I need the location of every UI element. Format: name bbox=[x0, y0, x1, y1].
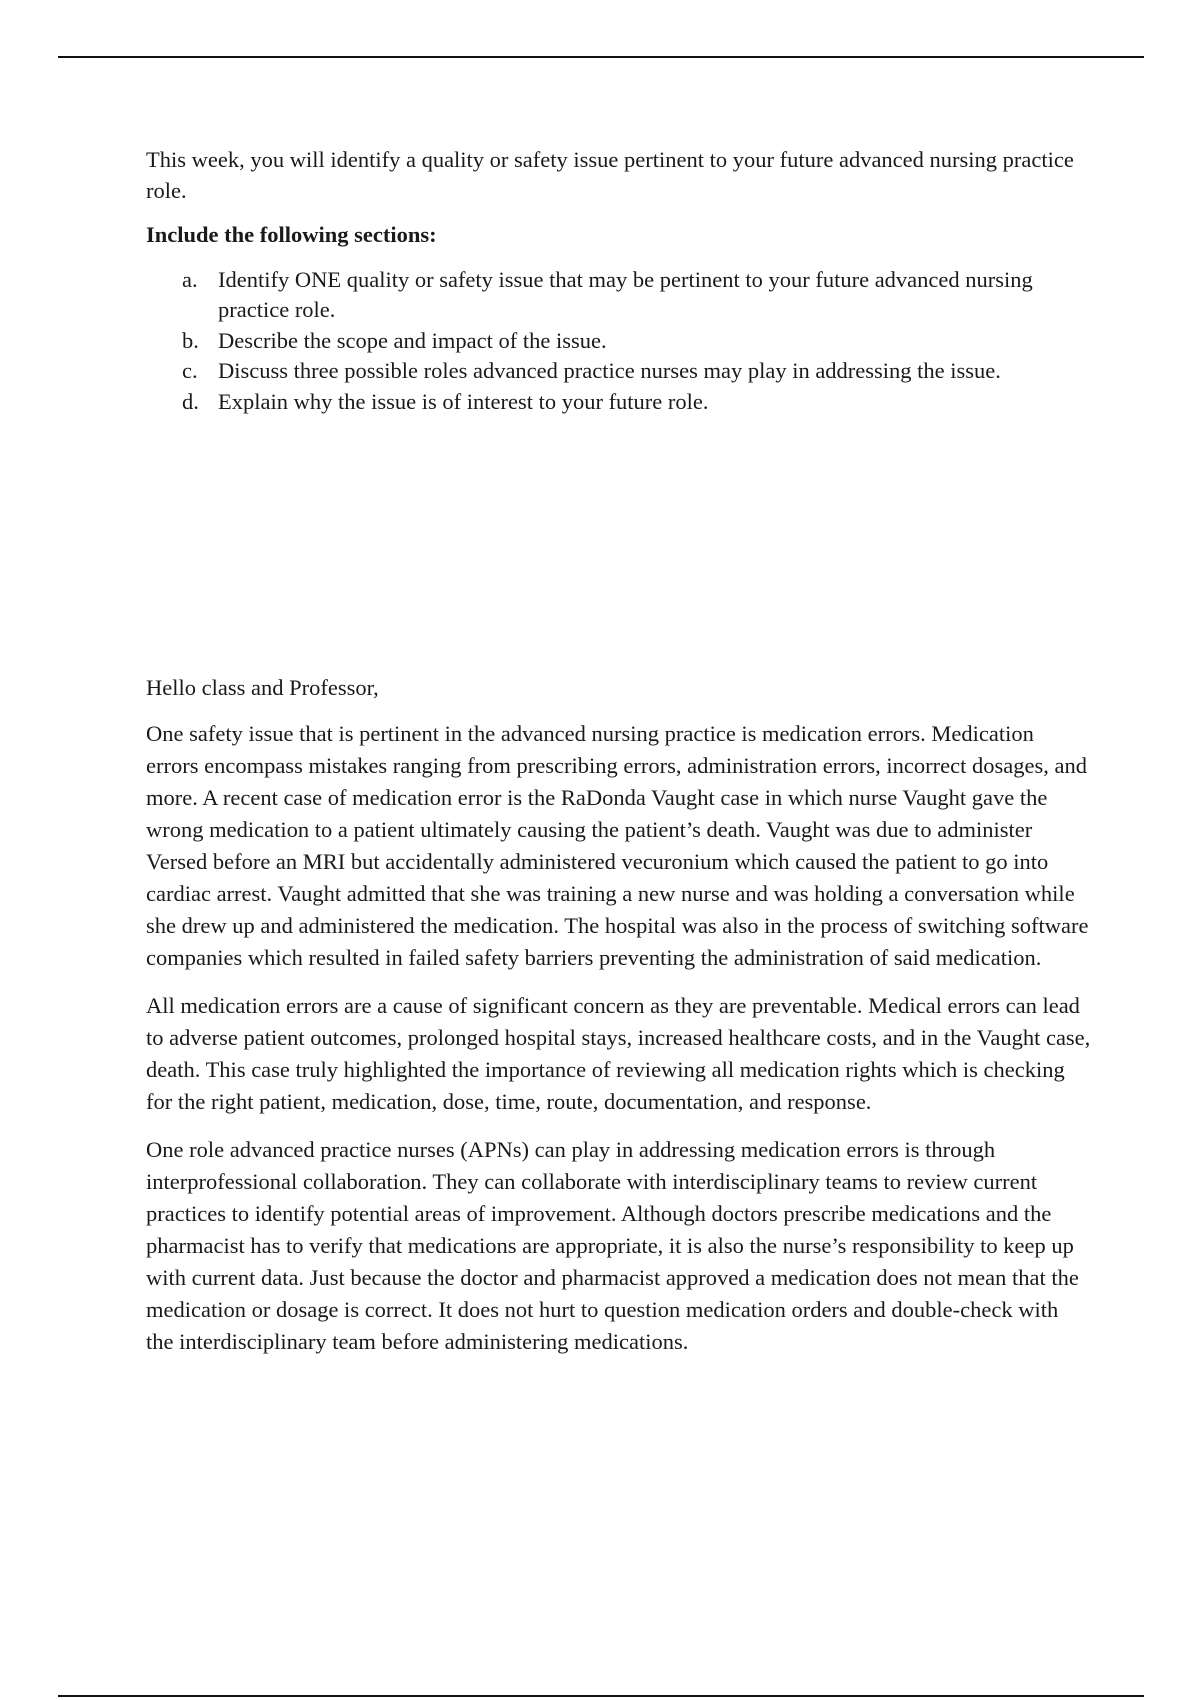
discussion-response bbox=[146, 672, 1091, 1374]
list-item bbox=[182, 265, 1091, 326]
list-item-text: Discuss three possible roles advanced practice nurses may play in addressing the issue. bbox=[218, 358, 1001, 383]
list-item bbox=[182, 356, 1091, 387]
section-list bbox=[146, 265, 1091, 418]
list-marker: b. bbox=[182, 327, 199, 353]
prompt-heading: Include the following sections: bbox=[146, 222, 437, 247]
list-item-text: Explain why the issue is of interest to your future role. bbox=[218, 388, 709, 414]
response-paragraph: All medication errors are a cause of significant concern as they are preventable. Medical errors can lead to adverse patient outcomes, prolonged hospital stays, increased healthcare costs, and in the Vaught case, death. This case truly highlighted the importance of reviewing all medication rights which is checking for the right patient, medication, dose, time, route, documentation, and response. bbox=[146, 993, 1091, 1114]
list-item-text: Identify ONE quality or safety issue that may be pertinent to your future advanced nursing practice role. bbox=[218, 266, 1033, 322]
header-rule bbox=[58, 56, 1144, 58]
list-item bbox=[182, 326, 1091, 357]
list-item-text: Describe the scope and impact of the issue. bbox=[218, 327, 607, 353]
list-marker: a. bbox=[182, 266, 198, 292]
prompt-intro: This week, you will identify a quality or safety issue pertinent to your future advanced nursing practice role. bbox=[146, 147, 1074, 203]
response-greeting: Hello class and Professor, bbox=[146, 675, 379, 700]
list-item bbox=[182, 387, 1091, 418]
response-paragraph: One safety issue that is pertinent in the advanced nursing practice is medication errors. Medication errors encompass mistakes ranging from prescribing errors, administration errors, incorrect dosages, and more. A recent case of medication error is the RaDonda Vaught case in which nurse Vaught gave the wrong medication to a patient ultimately causing the patient’s death. Vaught was due to administer Versed before an MRI but accidentally administered vecuronium which caused the patient to go into cardiac arrest. Vaught admitted that she was training a new nurse and was holding a conversation while she drew up and administered the medication. The hospital was also in the process of switching software companies which resulted in failed safety barriers preventing the administration of said medication. bbox=[146, 721, 1089, 970]
assignment-prompt bbox=[146, 145, 1091, 417]
response-paragraph: One role advanced practice nurses (APNs) can play in addressing medication errors is through interprofessional collaboration. They can collaborate with interdisciplinary teams to review current practices to identify potential areas of improvement. Although doctors prescribe medications and the pharmacist has to verify that medications are appropriate, it is also the nurse’s responsibility to keep up with current data. Just because the doctor and pharmacist approved a medication does not mean that the medication or dosage is correct. It does not hurt to question medication orders and double-check with the interdisciplinary team before administering medications. bbox=[146, 1137, 1079, 1354]
list-marker: c. bbox=[182, 358, 198, 383]
footer-rule bbox=[58, 1695, 1144, 1697]
list-marker: d. bbox=[182, 388, 199, 414]
